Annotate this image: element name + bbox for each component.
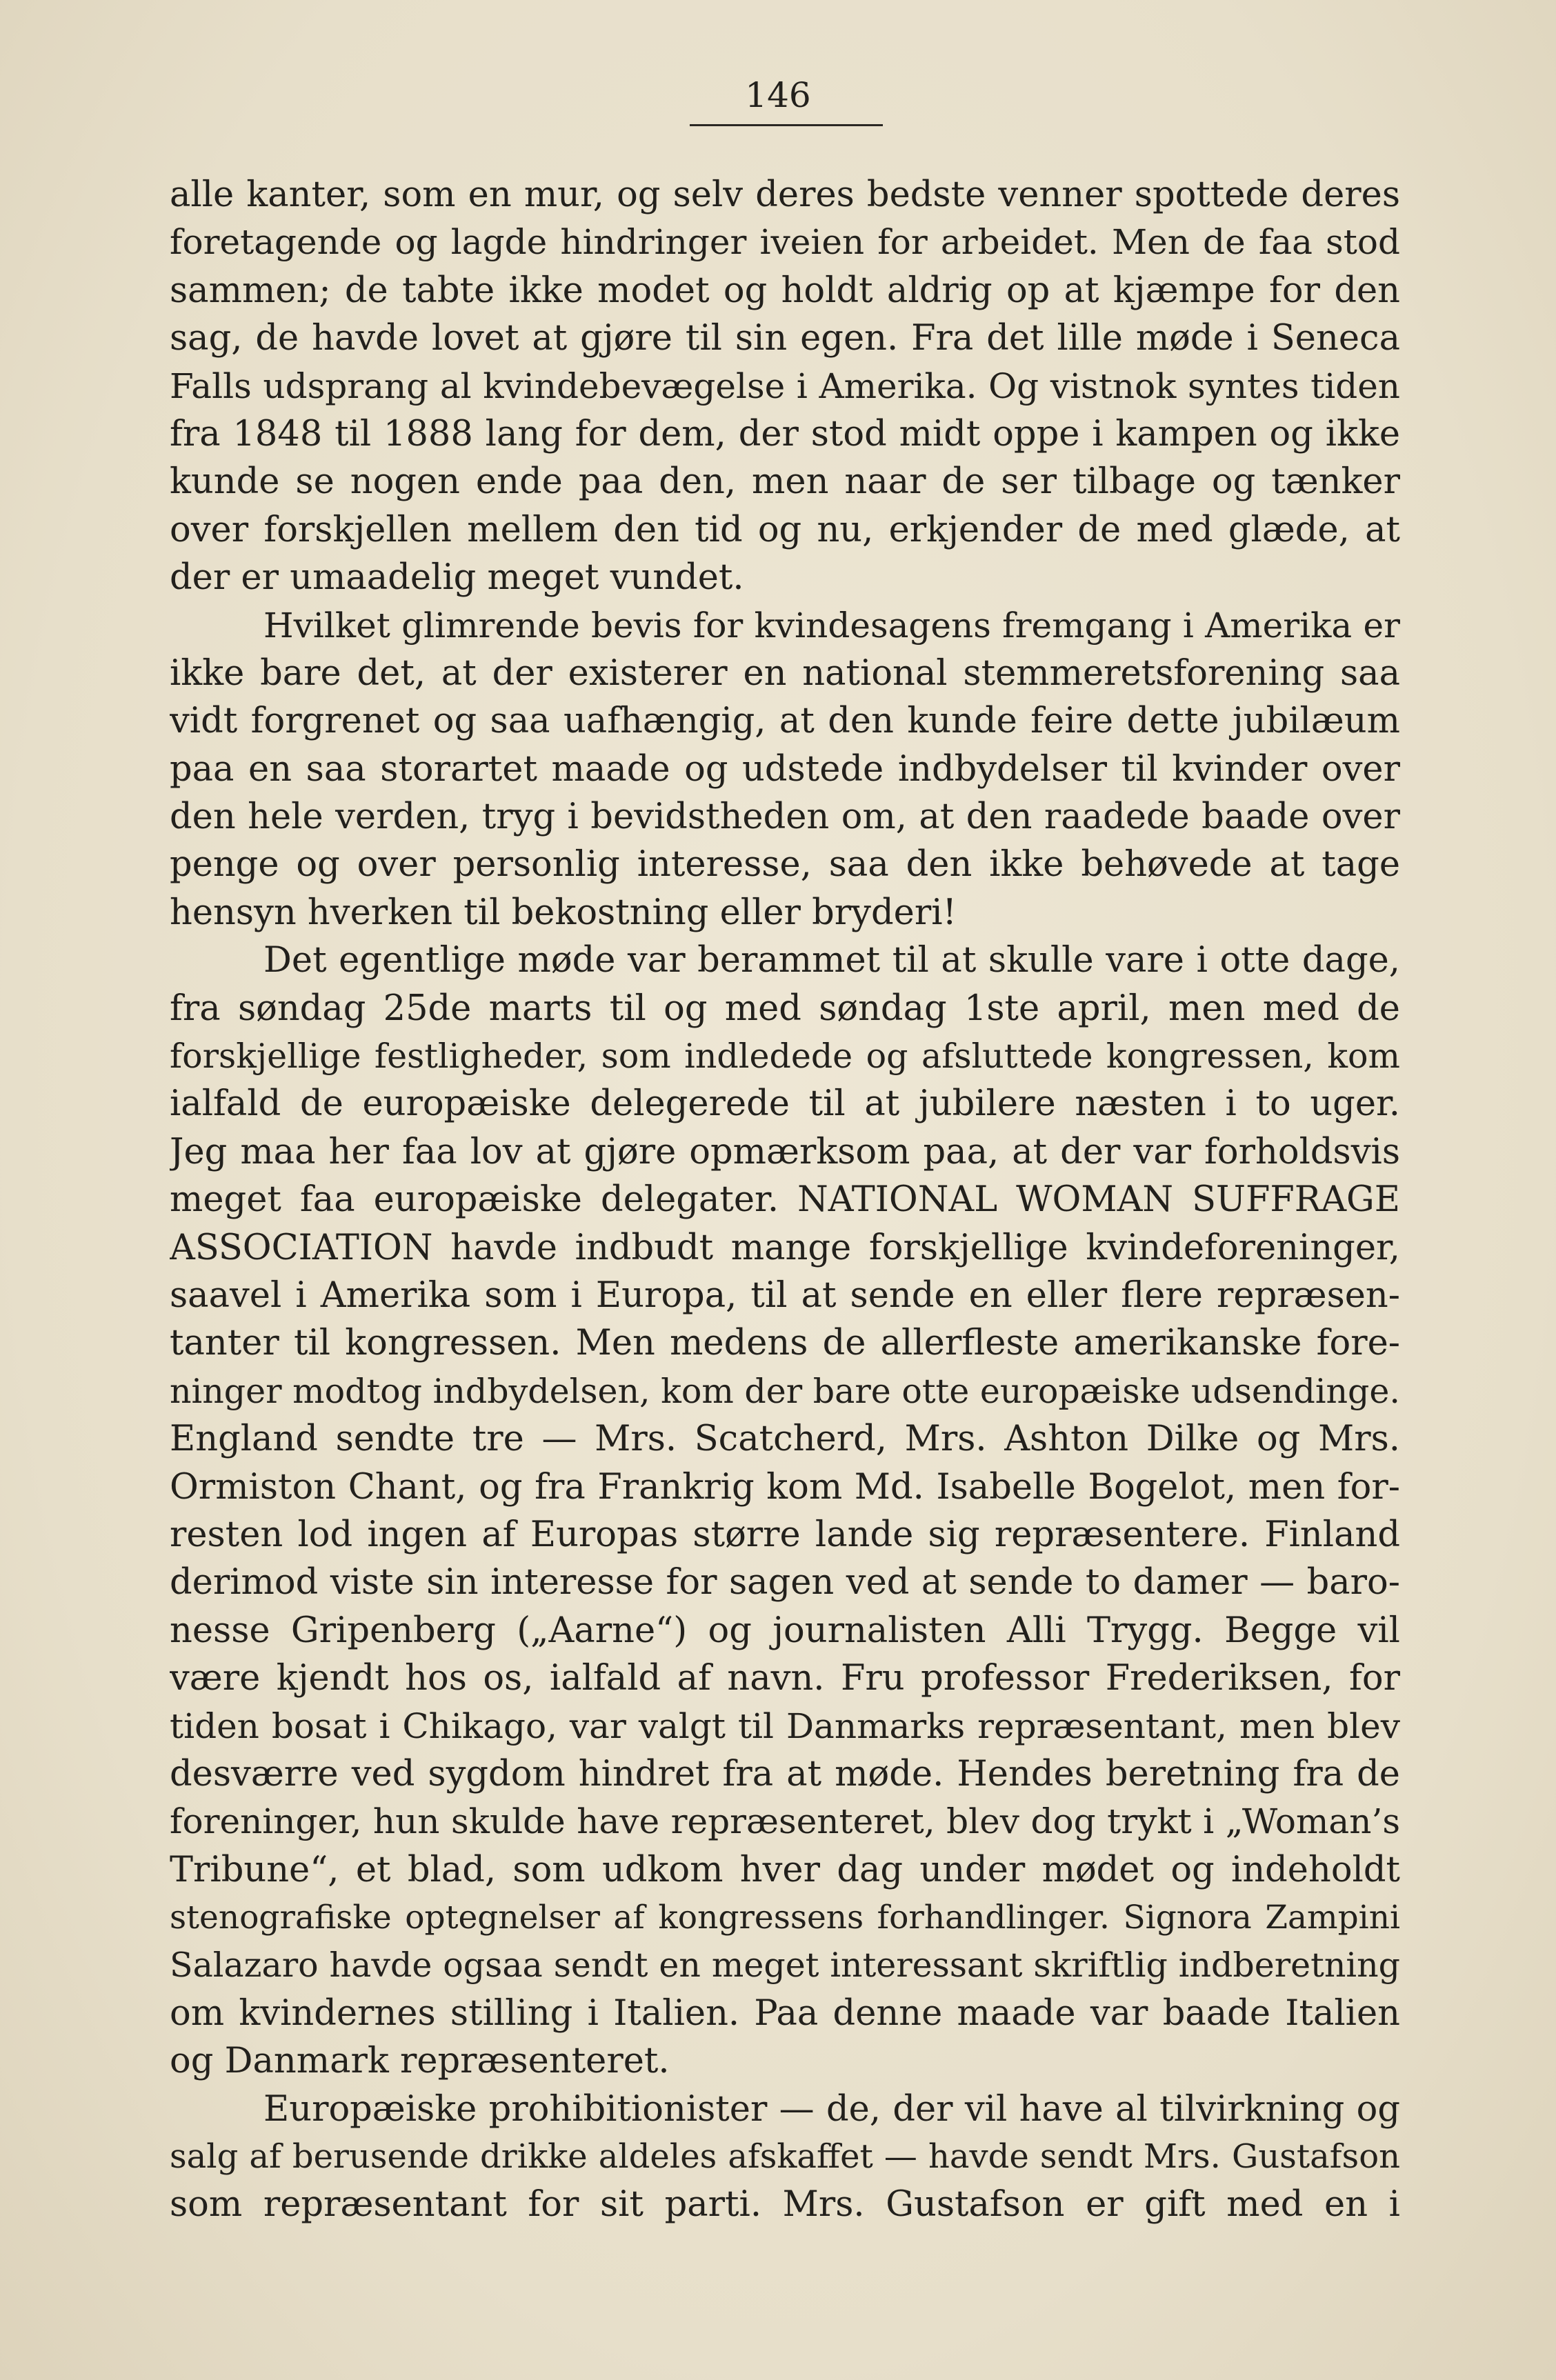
text-line: tiden bosat i Chikago, var valgt til Danmarks repræsentant, men blev xyxy=(170,1706,1400,1746)
text-line: saavel i Amerika som i Europa, til at sende en eller flere repræsen- xyxy=(170,1274,1400,1316)
text-line: foreninger, hun skulde have repræsenteret, blev dog trykt i „Woman’s xyxy=(170,1801,1400,1842)
text-line: ialfald de europæiske delegerede til at jubilere næsten i to uger. xyxy=(170,1083,1400,1125)
text-line: fra søndag 25de marts til og med søndag 1ste april, men med de xyxy=(170,988,1400,1029)
text-line: Falls udsprang al kvindebevægelse i Amerika. Og vistnok syntes tiden xyxy=(170,366,1400,406)
text-line: tanter til kongressen. Men medens de allerfleste amerikanske fore- xyxy=(170,1323,1400,1364)
text-line: paa en saa storartet maade og udstede indbydelser til kvinder over xyxy=(170,748,1400,790)
text-line: stenografiske optegnelser af kongressens forhandlinger. Signora Zampini xyxy=(170,1899,1400,1937)
text-line: være kjendt hos os, ialfald af navn. Fru professor Frederiksen, for xyxy=(170,1658,1400,1699)
text-line: Ormiston Chant, og fra Frankrig kom Md. Isabelle Bogelot, men for- xyxy=(170,1466,1400,1508)
text-line: ikke bare det, at der existerer en national stemmeretsforening saa xyxy=(170,652,1400,694)
text-line: penge og over personlig interesse, saa den ikke behøvede at tage xyxy=(170,844,1400,886)
body-text xyxy=(170,171,1400,2229)
text-line: om kvindernes stilling i Italien. Paa denne maade var baade Italien xyxy=(170,1992,1400,2034)
text-line: der er umaadelig meget vundet. xyxy=(170,557,744,599)
text-line: ASSOCIATION havde indbudt mange forskjellige kvindeforeninger, xyxy=(170,1227,1400,1268)
text-line: over forskjellen mellem den tid og nu, erkjender de med glæde, at xyxy=(170,509,1400,550)
text-line: ninger modtog indbydelsen, kom der bare otte europæiske udsendinge. xyxy=(170,1371,1400,1411)
text-line: desværre ved sygdom hindret fra at møde. Hendes beretning fra de xyxy=(170,1753,1400,1794)
text-line: som repræsentant for sit parti. Mrs. Gustafson er gift med en i xyxy=(170,2184,1400,2226)
text-line: Salazaro havde ogsaa sendt en meget interessant skriftlig indberetning xyxy=(170,1946,1400,1986)
text-line: kunde se nogen ende paa den, men naar de ser tilbage og tænker xyxy=(170,461,1400,503)
paragraph-start: Europæiske prohibitionister — de, der vil have al tilvirkning og xyxy=(263,2088,1400,2130)
text-line: hensyn hverken til bekostning eller bryderi! xyxy=(170,892,957,933)
text-line: alle kanter, som en mur, og selv deres bedste venner spottede deres xyxy=(170,174,1400,215)
text-line: fra 1848 til 1888 lang for dem, der stod midt oppe i kampen og ikke xyxy=(170,413,1400,454)
text-line: forskjellige festligheder, som indledede og afsluttede kongressen, kom xyxy=(170,1037,1400,1077)
text-line: og Danmark repræsenteret. xyxy=(170,2041,670,2082)
page-number: 146 xyxy=(745,75,811,115)
text-line: resten lod ingen af Europas større lande sig repræsentere. Finland xyxy=(170,1514,1400,1555)
text-line: meget faa europæiske delegater. NATIONAL WOMAN SUFFRAGE xyxy=(170,1179,1400,1221)
text-line: salg af berusende drikke aldeles afskaffet — havde sendt Mrs. Gustafson xyxy=(170,2137,1400,2177)
text-line: England sendte tre — Mrs. Scatcherd, Mrs. Ashton Dilke og Mrs. xyxy=(170,1419,1400,1460)
paragraph-start: Det egentlige møde var berammet til at skulle vare i otte dage, xyxy=(263,940,1400,981)
text-line: Tribune“, et blad, som udkom hver dag under mødet og indeholdt xyxy=(170,1849,1400,1890)
text-line: nesse Gripenberg („Aarne“) og journalisten Alli Trygg. Begge vil xyxy=(170,1610,1400,1651)
paragraph-start: Hvilket glimrende bevis for kvindesagens fremgang i Amerika er xyxy=(263,605,1400,646)
text-line: Jeg maa her faa lov at gjøre opmærksom paa, at der var forholdsvis xyxy=(170,1131,1400,1172)
header-rule xyxy=(690,124,883,126)
text-line: vidt forgrenet og saa uafhængig, at den kunde feire dette jubilæum xyxy=(170,701,1400,742)
text-line: foretagende og lagde hindringer iveien for arbeidet. Men de faa stod xyxy=(170,222,1400,263)
text-line: den hele verden, tryg i bevidstheden om, at den raadede baade over xyxy=(170,797,1400,838)
text-line: sammen; de tabte ikke modet og holdt aldrig op at kjæmpe for den xyxy=(170,270,1400,311)
text-line: sag, de havde lovet at gjøre til sin egen. Fra det lille møde i Seneca xyxy=(170,318,1400,359)
text-line: derimod viste sin interesse for sagen ved at sende to damer — baro- xyxy=(170,1562,1400,1603)
